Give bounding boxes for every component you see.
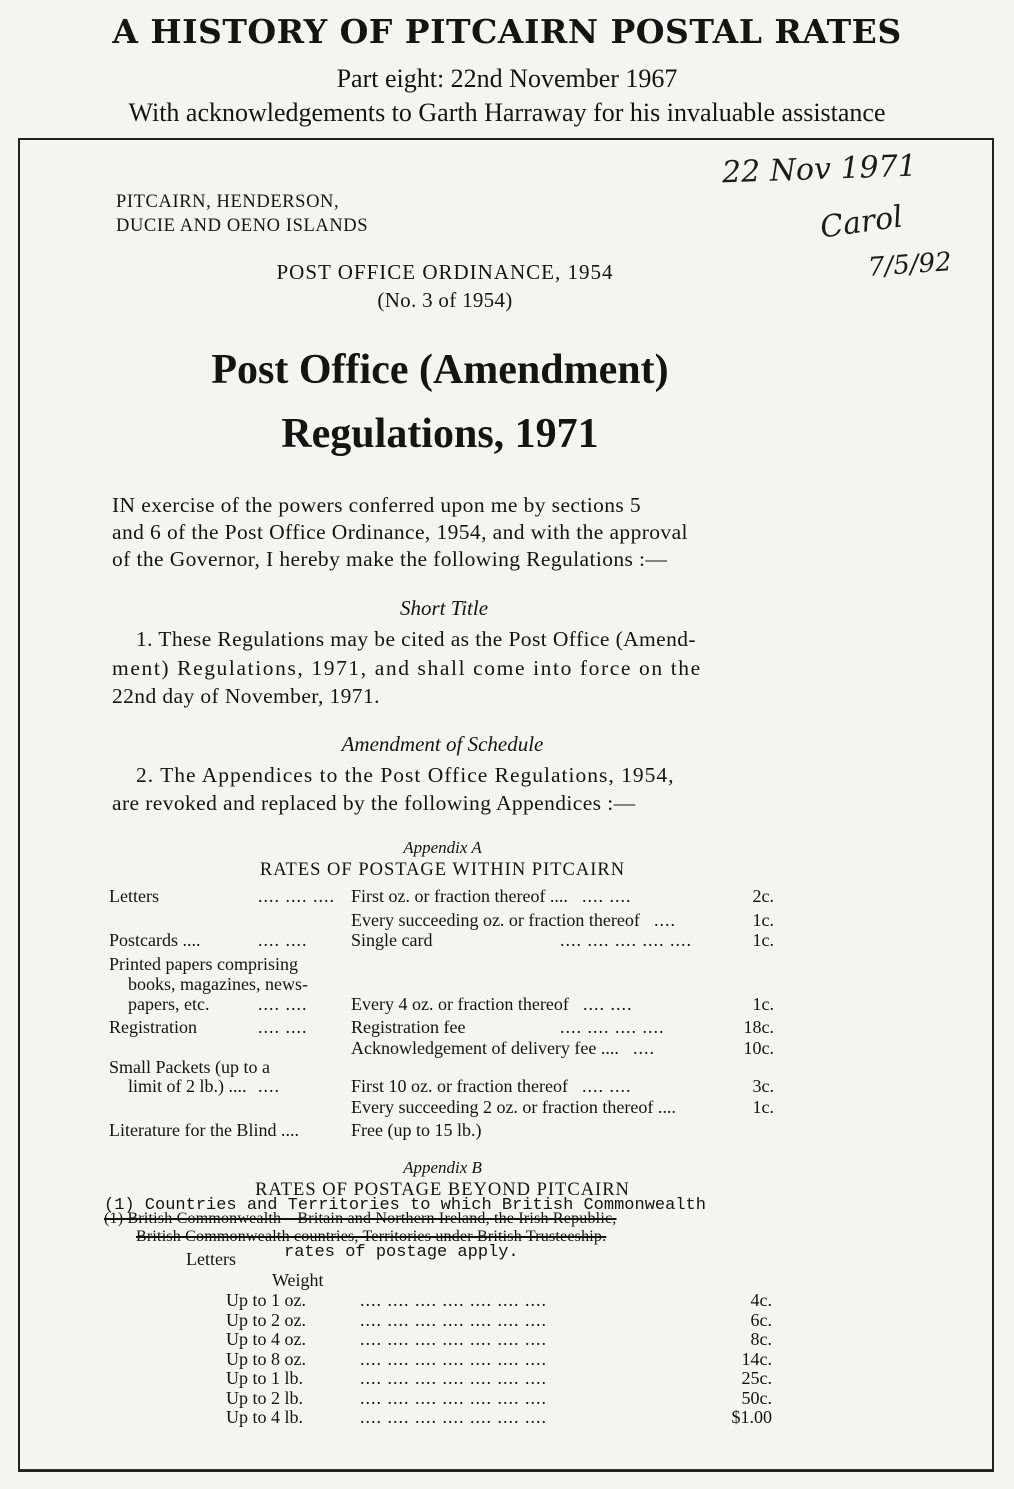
- appendix-b-rate: 6c.: [750, 1309, 772, 1330]
- preamble-line-2: and 6 of the Post Office Ordinance, 1954, and with the approval: [112, 520, 688, 544]
- appendix-b-weight: Up to 2 oz.: [226, 1309, 306, 1330]
- appendix-a-item: Printed papers comprising: [109, 954, 298, 974]
- appendix-a-leader: .... ....: [582, 1076, 632, 1096]
- appendix-b-label: Appendix B: [403, 1158, 482, 1177]
- appendix-a-heading: RATES OF POSTAGE WITHIN PITCAIRN: [259, 860, 626, 880]
- appendix-b-weight: Up to 1 lb.: [226, 1368, 304, 1388]
- section-2-line-2: are revoked and replaced by the following Appendices :—: [112, 791, 636, 815]
- typed-amendment-line-1: (1) Countries and Territories to which British Commonwealth: [104, 1196, 706, 1215]
- appendix-a-description: Every succeeding 2 oz. or fraction thereof ....: [351, 1097, 676, 1117]
- appendix-a-item: papers, etc.: [128, 994, 210, 1014]
- appendix-a-leader: .... .... .... ....: [560, 1017, 665, 1037]
- appendix-a-leader: .... ....: [583, 994, 633, 1014]
- appendix-a-label: Appendix A: [403, 838, 482, 857]
- struck-line-2: British Commonwealth countries, Territories under British Trusteeship.: [136, 1228, 607, 1245]
- appendix-b-weight: Up to 2 lb.: [226, 1387, 304, 1408]
- appendix-a-rate: 10c.: [743, 1038, 774, 1058]
- ordinance-number: (No. 3 of 1954): [377, 288, 513, 312]
- letters-label: Letters: [186, 1249, 236, 1269]
- appendix-a-description: Every 4 oz. or fraction thereof: [351, 994, 569, 1014]
- handwritten-date: 22 Nov 1971: [721, 148, 918, 191]
- section-1-line-2: ment) Regulations, 1971, and shall come into force on the: [112, 656, 702, 680]
- appendix-b-heading: RATES OF POSTAGE BEYOND PITCAIRN: [255, 1180, 630, 1200]
- appendix-a-rate: 3c.: [752, 1076, 774, 1096]
- appendix-a-leader: .... ....: [582, 886, 632, 906]
- appendix-a-item-leader: .... ....: [258, 994, 308, 1014]
- appendix-a-description: First oz. or fraction thereof ....: [351, 886, 568, 906]
- appendix-b-rate: 25c.: [741, 1368, 772, 1388]
- appendix-a-rate: 1c.: [752, 910, 774, 930]
- appendix-b-leader: .... .... .... .... .... .... ....: [360, 1348, 547, 1369]
- appendix-b-leader: .... .... .... .... .... .... ....: [360, 1329, 547, 1349]
- appendix-b-weight: Up to 1 oz.: [226, 1290, 306, 1310]
- appendix-b-leader: .... .... .... .... .... .... ....: [360, 1387, 547, 1408]
- regulation-title-line-1: Post Office (Amendment): [211, 347, 669, 393]
- appendix-a-rate: 18c.: [743, 1017, 774, 1037]
- appendix-b-rate: 4c.: [750, 1290, 772, 1310]
- appendix-a-leader: .... .... .... .... ....: [560, 930, 692, 950]
- appendix-b-rate: 50c.: [741, 1387, 772, 1408]
- handwritten-date-2: 7/5/92: [867, 247, 953, 283]
- typed-amendment-line-2: rates of postage apply.: [284, 1243, 519, 1262]
- appendix-a-item-leader: .... ....: [258, 1017, 308, 1037]
- appendix-b-rate: 14c.: [741, 1348, 772, 1369]
- islands-line-2: DUCIE AND OENO ISLANDS: [116, 216, 369, 236]
- appendix-b-leader: .... .... .... .... .... .... ....: [360, 1309, 547, 1330]
- section-1-line-1: 1. These Regulations may be cited as the Post Office (Amend-: [136, 627, 696, 651]
- appendix-a-description: Registration fee: [351, 1017, 466, 1037]
- appendix-b-weight: Up to 4 oz.: [226, 1329, 306, 1349]
- preamble-line-3: of the Governor, I hereby make the following Regulations :—: [112, 547, 668, 571]
- article-title: A HISTORY OF PITCAIRN POSTAL RATES: [112, 12, 902, 51]
- appendix-a-description: Acknowledgement of delivery fee ....: [351, 1038, 619, 1058]
- short-title-heading: Short Title: [399, 596, 489, 620]
- handwritten-signature: Carol: [817, 199, 905, 246]
- appendix-a-rate: 1c.: [752, 994, 774, 1014]
- appendix-a-description: Every succeeding oz. or fraction thereof: [351, 910, 640, 930]
- appendix-a-rate: 1c.: [752, 1097, 774, 1117]
- appendix-b-weight: Up to 8 oz.: [226, 1348, 306, 1369]
- struck-line-1: (1) British Commonwealth—Britain and Northern Ireland, the Irish Republic,: [104, 1210, 617, 1227]
- appendix-a-rate: 2c.: [752, 886, 774, 906]
- amendment-heading: Amendment of Schedule: [341, 732, 544, 756]
- appendix-a-item: Registration: [109, 1017, 197, 1037]
- appendix-a-rate: 1c.: [752, 930, 774, 950]
- appendix-b-rate: 8c.: [750, 1329, 772, 1349]
- ordinance-title: POST OFFICE ORDINANCE, 1954: [276, 260, 614, 284]
- frame-bottom-rule: [20, 1469, 992, 1470]
- islands-line-1: PITCAIRN, HENDERSON,: [116, 192, 340, 212]
- appendix-a-description: First 10 oz. or fraction thereof: [351, 1076, 568, 1096]
- appendix-b-weight: Up to 4 lb.: [226, 1407, 304, 1427]
- appendix-b-leader: .... .... .... .... .... .... ....: [360, 1407, 547, 1427]
- appendix-a-item: Postcards ....: [109, 930, 201, 950]
- article-acknowledgement: With acknowledgements to Garth Harraway for his invaluable assistance: [128, 98, 886, 127]
- appendix-a-description: Single card: [351, 930, 433, 950]
- appendix-a-item: Letters: [109, 886, 159, 906]
- appendix-a-item: Literature for the Blind ....: [109, 1120, 299, 1140]
- appendix-a-item-leader: .... .... ....: [258, 886, 335, 906]
- section-1-line-3: 22nd day of November, 1971.: [112, 684, 380, 708]
- preamble-line-1: IN exercise of the powers conferred upon me by sections 5: [112, 493, 642, 517]
- appendix-a-item: books, magazines, news-: [128, 974, 308, 994]
- regulation-title-line-2: Regulations, 1971: [281, 411, 599, 457]
- appendix-a-item: Small Packets (up to a: [109, 1057, 270, 1077]
- appendix-a-leader: ....: [654, 910, 676, 930]
- appendix-a-leader: ....: [633, 1038, 655, 1058]
- appendix-a-item-leader: ....: [258, 1076, 280, 1096]
- appendix-b-rate: $1.00: [731, 1407, 772, 1427]
- appendix-b-leader: .... .... .... .... .... .... ....: [360, 1368, 547, 1388]
- appendix-a-item: limit of 2 lb.) ....: [128, 1076, 247, 1096]
- article-part: Part eight: 22nd November 1967: [336, 64, 678, 93]
- appendix-a-description: Free (up to 15 lb.): [351, 1120, 482, 1140]
- weight-label: Weight: [272, 1270, 324, 1290]
- appendix-a-item-leader: .... ....: [258, 930, 308, 950]
- section-2-line-1: 2. The Appendices to the Post Office Regulations, 1954,: [136, 763, 675, 787]
- appendix-b-leader: .... .... .... .... .... .... ....: [360, 1290, 547, 1310]
